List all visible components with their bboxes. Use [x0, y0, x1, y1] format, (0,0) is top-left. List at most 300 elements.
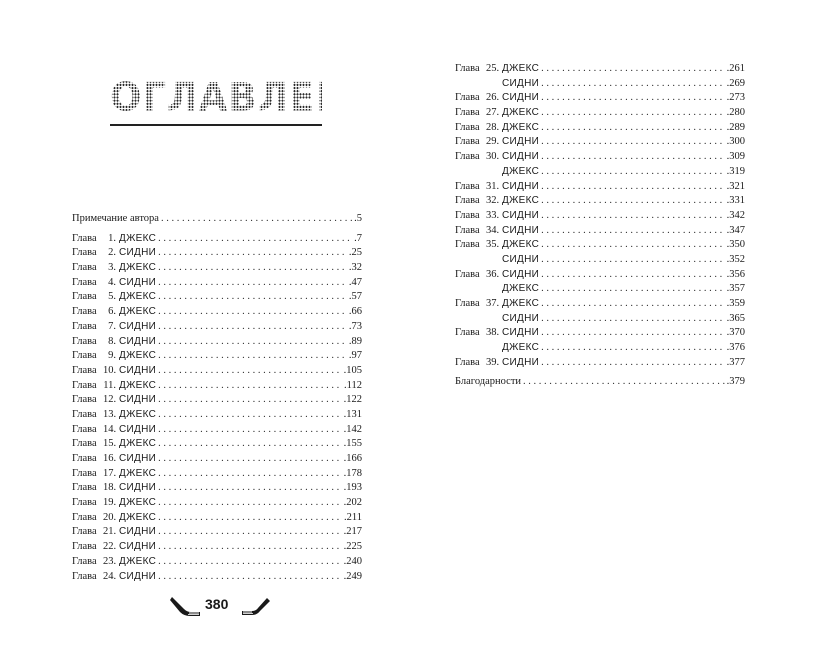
chapter-label — [72, 481, 156, 496]
chapter-narrator: СИДНИ — [502, 136, 540, 148]
toc-entry — [455, 356, 745, 371]
dot-leader — [158, 261, 347, 276]
chapter-number: 28. — [486, 121, 500, 133]
toc-entry — [72, 555, 362, 570]
dot-leader — [158, 555, 342, 570]
chapter-word: Глава — [72, 291, 97, 303]
chapter-label — [72, 276, 156, 291]
chapter-word: Глава — [455, 195, 480, 207]
chapter-narrator: СИДНИ — [502, 224, 540, 236]
dot-leader — [541, 282, 725, 297]
toc-entry — [72, 320, 362, 335]
toc-entry — [72, 276, 362, 291]
page-ref: .300 — [726, 136, 745, 148]
toc-entry — [455, 238, 745, 253]
dot-leader — [158, 393, 342, 408]
chapter-word: Глава — [72, 247, 97, 259]
chapter-word: Глава — [72, 541, 97, 553]
chapter-label — [455, 238, 539, 253]
dot-leader — [158, 511, 342, 526]
chapter-label — [455, 297, 539, 312]
chapter-label — [455, 356, 539, 371]
dot-leader — [541, 238, 725, 253]
toc-entry — [72, 511, 362, 526]
chapter-word: Глава — [455, 327, 480, 339]
dot-leader — [158, 452, 342, 467]
chapter-word: Глава — [455, 121, 480, 133]
toc-entry — [455, 375, 745, 390]
chapter-word: Глава — [72, 467, 97, 479]
chapter-number: 27. — [486, 107, 500, 119]
chapter-word: Глава — [72, 394, 97, 406]
toc-entry — [72, 290, 362, 305]
page-ref: .342 — [726, 209, 745, 221]
chapter-narrator: ДЖЕКС — [502, 107, 540, 119]
dot-leader — [523, 375, 725, 390]
chapter-number: 4. — [108, 276, 116, 288]
chapter-label — [72, 570, 156, 585]
chapter-word: Глава — [72, 482, 97, 494]
dot-leader — [541, 180, 725, 195]
chapter-narrator: СИДНИ — [119, 453, 157, 464]
dot-leader — [541, 135, 725, 150]
chapter-word: Глава — [72, 335, 97, 347]
chapter-number: 33. — [486, 209, 500, 221]
chapter-label — [72, 437, 156, 452]
page-ref: .131 — [343, 408, 362, 420]
page-ref: .5 — [354, 213, 362, 224]
chapter-number: 17. — [103, 467, 117, 479]
dot-leader — [158, 408, 342, 423]
dot-leader — [541, 209, 725, 224]
title-underline — [110, 124, 322, 126]
dot-leader — [158, 379, 342, 394]
chapter-number: 24. — [103, 570, 117, 582]
chapter-label — [455, 312, 539, 327]
chapter-number: 34. — [486, 224, 500, 236]
chapter-word: Глава — [455, 356, 480, 368]
toc-entry — [72, 496, 362, 511]
page-ref: .47 — [348, 276, 362, 288]
chapter-number: 9. — [108, 350, 116, 362]
chapter-word: Глава — [72, 511, 97, 523]
chapter-label — [72, 555, 156, 570]
dot-leader — [541, 253, 725, 268]
toc-entry — [72, 335, 362, 350]
chapter-number: 39. — [486, 356, 500, 368]
chapter-number: 8. — [108, 335, 116, 347]
chapter-number: 12. — [103, 394, 117, 406]
dot-leader — [158, 496, 342, 511]
chapter-narrator: СИДНИ — [119, 335, 157, 347]
dot-leader — [161, 212, 352, 227]
chapter-word: Глава — [455, 63, 480, 74]
dot-leader — [158, 481, 342, 496]
chapter-narrator: ДЖЕКС — [119, 306, 157, 318]
chapter-word: Глава — [455, 92, 480, 104]
page-ref: .356 — [726, 268, 745, 280]
toc-list-right — [455, 62, 745, 390]
page-ref: .73 — [348, 320, 362, 332]
chapter-number: 37. — [486, 298, 500, 309]
page-ref: .217 — [343, 526, 362, 538]
hockey-stick-right-icon — [240, 597, 270, 619]
chapter-narrator: ДЖЕКС — [119, 497, 157, 509]
toc-entry — [72, 525, 362, 540]
chapter-number: 15. — [103, 438, 117, 450]
chapter-label — [72, 320, 156, 335]
dot-leader — [158, 364, 342, 379]
chapter-label — [72, 364, 156, 379]
dot-leader — [158, 467, 342, 482]
toc-entry — [455, 165, 745, 180]
chapter-narrator: ДЖЕКС — [119, 438, 157, 450]
dot-leader — [158, 232, 352, 247]
toc-entry — [72, 364, 362, 379]
toc-entry — [455, 62, 745, 77]
dot-leader — [158, 570, 342, 585]
page-ref: .7 — [354, 232, 362, 244]
chapter-number: 29. — [486, 136, 500, 148]
chapter-number: 36. — [486, 268, 500, 280]
chapter-number: 11. — [103, 379, 116, 391]
chapter-label — [72, 261, 156, 276]
chapter-word: Глава — [72, 232, 97, 244]
page-ref: .166 — [343, 453, 362, 464]
chapter-label — [72, 467, 156, 482]
chapter-narrator: СИДНИ — [119, 570, 157, 582]
page-ref: .66 — [348, 306, 362, 318]
chapter-word: Глава — [455, 298, 480, 309]
chapter-label — [455, 224, 539, 239]
chapter-label — [455, 341, 539, 356]
chapter-word: Глава — [455, 180, 480, 192]
chapter-label — [72, 305, 156, 320]
chapter-word: Глава — [455, 224, 480, 236]
chapter-narrator: ДЖЕКС — [119, 350, 157, 362]
chapter-number: 13. — [103, 408, 117, 420]
toc-entry — [72, 481, 362, 496]
page-ref: .357 — [726, 283, 745, 295]
page-ref: .105 — [343, 364, 362, 376]
dot-leader — [541, 224, 725, 239]
toc-entry — [455, 180, 745, 195]
chapter-label — [455, 121, 539, 136]
page-ref: .193 — [343, 482, 362, 494]
chapter-number: 35. — [486, 239, 500, 251]
page-ref: .178 — [343, 467, 362, 479]
chapter-label — [72, 393, 156, 408]
dot-leader — [541, 312, 725, 327]
chapter-word: Глава — [72, 570, 97, 582]
chapter-number: 18. — [103, 482, 117, 494]
chapter-number: 7. — [108, 320, 116, 332]
page-ref: .249 — [343, 570, 362, 582]
chapter-word: Глава — [72, 555, 97, 567]
dot-leader — [541, 268, 725, 283]
toc-entry — [455, 253, 745, 268]
chapter-label — [72, 452, 156, 467]
chapter-label — [72, 335, 156, 350]
toc-entry — [455, 194, 745, 209]
chapter-narrator: СИДНИ — [502, 327, 540, 339]
page-footer — [170, 593, 270, 619]
chapter-label — [455, 106, 539, 121]
toc-entry — [72, 232, 362, 247]
page-ref: .142 — [343, 423, 362, 435]
chapter-word: Глава — [72, 408, 97, 420]
page-ref: .377 — [726, 356, 745, 368]
dot-leader — [158, 320, 347, 335]
chapter-number: 6. — [108, 306, 116, 318]
chapter-narrator: ДЖЕКС — [502, 63, 540, 74]
chapter-narrator: СИДНИ — [119, 541, 157, 553]
dot-leader — [541, 194, 725, 209]
chapter-label — [72, 246, 156, 261]
chapter-narrator: ДЖЕКС — [119, 408, 157, 420]
chapter-label — [72, 423, 156, 438]
chapter-word: Глава — [72, 320, 97, 332]
toc-entry — [72, 452, 362, 467]
chapter-number: 3. — [108, 262, 116, 274]
chapter-narrator: ДЖЕКС — [119, 379, 157, 391]
chapter-number: 14. — [103, 423, 117, 435]
dot-leader — [158, 305, 347, 320]
page-number: 380 — [205, 596, 229, 612]
chapter-number: 10. — [103, 364, 117, 376]
page-ref: .319 — [726, 165, 745, 177]
chapter-word: Глава — [72, 453, 97, 464]
page-ref: .350 — [726, 239, 745, 251]
toc-entry — [455, 268, 745, 283]
chapter-number: 31. — [486, 180, 500, 192]
toc-entry — [455, 282, 745, 297]
page-ref: .32 — [348, 262, 362, 274]
page-ref: .365 — [726, 312, 745, 324]
chapter-number: 22. — [103, 541, 117, 553]
chapter-label — [455, 62, 539, 77]
chapter-label — [455, 209, 539, 224]
chapter-label — [455, 194, 539, 209]
toc-entry — [72, 423, 362, 438]
chapter-number: 38. — [486, 327, 500, 339]
toc-entry — [72, 349, 362, 364]
toc-entry — [455, 224, 745, 239]
chapter-narrator: ДЖЕКС — [502, 298, 540, 309]
toc-entry — [72, 305, 362, 320]
chapter-label — [72, 511, 156, 526]
chapter-number: 21. — [103, 526, 117, 538]
toc-entry — [72, 212, 362, 227]
chapter-narrator: СИДНИ — [119, 423, 157, 435]
toc-entry — [455, 326, 745, 341]
chapter-narrator: ДЖЕКС — [119, 555, 157, 567]
dot-leader — [541, 91, 725, 106]
toc-entry-label: Примечание автора — [72, 213, 159, 224]
chapter-label — [455, 135, 539, 150]
chapter-word: Глава — [72, 364, 97, 376]
toc-entry — [72, 570, 362, 585]
page-ref: .331 — [726, 195, 745, 207]
dot-leader — [158, 540, 342, 555]
chapter-narrator: ДЖЕКС — [119, 291, 157, 303]
page-ref: .240 — [343, 555, 362, 567]
chapter-narrator: ДЖЕКС — [119, 232, 157, 244]
chapter-number: 20. — [103, 511, 117, 523]
toc-entry — [72, 540, 362, 555]
chapter-narrator: ДЖЕКС — [502, 121, 540, 133]
page-ref: .25 — [348, 247, 362, 259]
chapter-word: Глава — [455, 151, 480, 163]
chapter-label — [72, 349, 156, 364]
page-ref: .97 — [348, 350, 362, 362]
chapter-label — [455, 150, 539, 165]
dot-leader — [541, 356, 725, 371]
chapter-number: 16. — [103, 453, 117, 464]
toc-entry — [455, 150, 745, 165]
chapter-label — [455, 268, 539, 283]
page-ref: .376 — [726, 342, 745, 354]
chapter-label — [72, 290, 156, 305]
toc-entry — [72, 393, 362, 408]
toc-entry — [455, 106, 745, 121]
page-ref: .352 — [726, 253, 745, 265]
dot-leader — [541, 326, 725, 341]
chapter-number: 2. — [108, 247, 116, 259]
chapter-number: 1. — [108, 232, 116, 244]
toc-entry-label: Благодарности — [455, 376, 522, 388]
toc-entry — [455, 312, 745, 327]
chapter-narrator: СИДНИ — [502, 151, 540, 163]
toc-entry — [455, 135, 745, 150]
dot-leader — [158, 246, 347, 261]
chapter-narrator: СИДНИ — [502, 312, 540, 324]
toc-entry — [455, 209, 745, 224]
chapter-label — [455, 282, 539, 297]
chapter-label — [455, 180, 539, 195]
dot-leader — [158, 437, 342, 452]
dot-leader — [158, 423, 342, 438]
page-ref: .112 — [344, 379, 362, 391]
chapter-narrator: ДЖЕКС — [502, 342, 540, 354]
page-ref: .57 — [348, 291, 362, 303]
toc-entry — [72, 467, 362, 482]
chapter-word: Глава — [72, 276, 97, 288]
chapter-label — [72, 232, 156, 247]
chapter-narrator: СИДНИ — [119, 394, 157, 406]
chapter-word: Глава — [72, 497, 97, 509]
chapter-number: 30. — [486, 151, 500, 163]
hockey-stick-left-icon — [170, 595, 202, 617]
chapter-number: 19. — [103, 497, 117, 509]
toc-list-left — [72, 212, 362, 584]
chapter-word: Глава — [72, 306, 97, 318]
toc-entry — [455, 341, 745, 356]
chapter-word: Глава — [455, 268, 480, 280]
chapter-label — [455, 91, 539, 106]
page-ref: .347 — [726, 224, 745, 236]
chapter-label — [455, 253, 539, 268]
toc-entry — [455, 121, 745, 136]
toc-entry — [72, 408, 362, 423]
dot-leader — [541, 297, 725, 312]
chapter-narrator: СИДНИ — [119, 364, 157, 376]
page-ref: .225 — [343, 541, 362, 553]
chapter-number: 23. — [103, 555, 117, 567]
chapter-label — [455, 326, 539, 341]
page-ref: .359 — [726, 298, 745, 309]
page-ref: .280 — [726, 107, 745, 119]
dot-leader — [541, 121, 725, 136]
dot-leader — [541, 150, 725, 165]
toc-heading — [110, 74, 406, 126]
chapter-label — [72, 408, 156, 423]
page-title: ОГЛАВЛЕНИЕ — [110, 74, 406, 121]
chapter-word: Глава — [455, 239, 480, 251]
chapter-narrator: СИДНИ — [502, 268, 540, 280]
chapter-narrator: СИДНИ — [119, 276, 157, 288]
toc-entry — [455, 297, 745, 312]
chapter-word: Глава — [455, 209, 480, 221]
chapter-label — [455, 77, 539, 92]
dot-leader — [158, 525, 342, 540]
chapter-narrator: ДЖЕКС — [502, 195, 540, 207]
page-ref: .269 — [726, 77, 745, 89]
toc-entry — [72, 261, 362, 276]
page-ref: .321 — [726, 180, 745, 192]
chapter-word: Глава — [72, 379, 97, 391]
page-ref: .202 — [343, 497, 362, 509]
chapter-narrator: СИДНИ — [119, 247, 157, 259]
chapter-word: Глава — [455, 136, 480, 148]
toc-entry — [72, 437, 362, 452]
dot-leader — [158, 335, 347, 350]
chapter-narrator: ДЖЕКС — [119, 467, 157, 479]
dot-leader — [541, 165, 725, 180]
chapter-number: 5. — [108, 291, 116, 303]
toc-entry — [72, 246, 362, 261]
chapter-narrator: ДЖЕКС — [502, 239, 540, 251]
dot-leader — [541, 77, 725, 92]
chapter-number: 32. — [486, 195, 500, 207]
dot-leader — [158, 276, 347, 291]
chapter-narrator: СИДНИ — [502, 180, 540, 192]
toc-entry — [72, 379, 362, 394]
chapter-number: 25. — [486, 63, 500, 74]
chapter-narrator: СИДНИ — [502, 253, 540, 265]
chapter-label — [72, 525, 156, 540]
page-ref: .370 — [726, 327, 745, 339]
chapter-label — [72, 379, 156, 394]
chapter-narrator: СИДНИ — [502, 209, 540, 221]
chapter-narrator: ДЖЕКС — [119, 511, 157, 523]
page-ref: .211 — [344, 511, 362, 523]
dot-leader — [541, 341, 725, 356]
page-ref: .309 — [726, 151, 745, 163]
toc-entry — [455, 91, 745, 106]
dot-leader — [541, 62, 725, 77]
chapter-narrator: СИДНИ — [119, 482, 157, 494]
chapter-narrator: ДЖЕКС — [502, 165, 540, 177]
page-ref: .261 — [726, 63, 745, 74]
chapter-narrator: СИДНИ — [119, 526, 157, 538]
dot-leader — [158, 349, 347, 364]
chapter-narrator: ДЖЕКС — [502, 283, 540, 295]
chapter-narrator: ДЖЕКС — [119, 262, 157, 274]
chapter-narrator: СИДНИ — [502, 356, 540, 368]
page-ref: .122 — [343, 394, 362, 406]
chapter-narrator: СИДНИ — [502, 92, 540, 104]
